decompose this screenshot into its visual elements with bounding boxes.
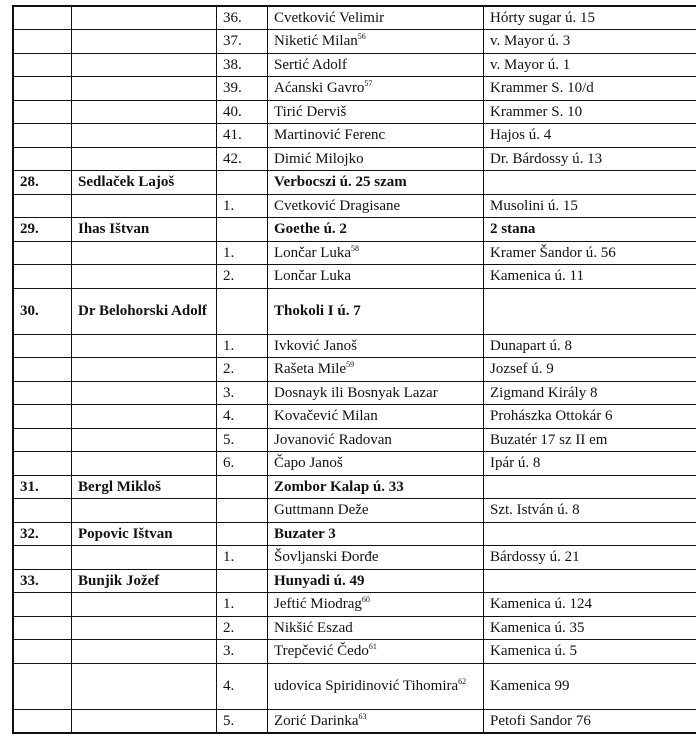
sub-number-cell — [217, 593, 268, 617]
owner-cell — [72, 265, 217, 289]
name-cell-text: Guttmann Deže — [274, 502, 369, 519]
name-cell — [268, 428, 484, 452]
group-header-row — [13, 475, 696, 499]
address-cell — [484, 288, 696, 334]
owner-cell — [72, 124, 217, 148]
name-cell — [268, 100, 484, 124]
name-cell-text: Šovljanski Đorđe — [274, 549, 379, 566]
sub-number-cell-text: 1. — [223, 244, 235, 261]
owner-cell — [72, 194, 217, 218]
sub-number-cell — [217, 218, 268, 242]
address-cell — [484, 381, 696, 405]
sub-number-cell — [217, 77, 268, 101]
owner-cell-text: Bunjik Jožef — [78, 572, 160, 589]
group-number-cell — [13, 265, 72, 289]
group-header-row — [13, 288, 696, 334]
sub-number-cell — [217, 522, 268, 546]
address-cell — [484, 241, 696, 265]
sub-number-cell — [217, 334, 268, 358]
group-number-cell — [13, 499, 72, 523]
sub-number-cell-text: 2. — [223, 619, 235, 636]
name-cell — [268, 288, 484, 334]
owner-cell — [72, 334, 217, 358]
table-row — [13, 405, 696, 429]
address-cell-text: Dr. Bárdossy ú. 13 — [490, 150, 603, 167]
owner-cell — [72, 30, 217, 54]
register-table — [12, 5, 696, 734]
group-header-row — [13, 171, 696, 195]
table-row — [13, 428, 696, 452]
group-number-cell — [13, 428, 72, 452]
name-cell — [268, 569, 484, 593]
group-number-cell — [13, 334, 72, 358]
name-cell — [268, 616, 484, 640]
name-cell-text: udovica Spiridinović Tihomira — [274, 678, 459, 694]
owner-cell — [72, 358, 217, 382]
name-cell — [268, 358, 484, 382]
name-cell — [268, 265, 484, 289]
table-row — [13, 358, 696, 382]
group-number-cell — [13, 241, 72, 265]
group-number-cell — [13, 452, 72, 476]
owner-cell — [72, 475, 217, 499]
owner-cell — [72, 640, 217, 664]
sub-number-cell-text: 1. — [223, 549, 235, 566]
group-number-cell — [13, 30, 72, 54]
table-row — [13, 452, 696, 476]
name-cell — [268, 77, 484, 101]
group-number-cell — [13, 405, 72, 429]
sub-number-cell — [217, 452, 268, 476]
table-row — [13, 147, 696, 171]
sub-number-cell-text: 36. — [223, 10, 242, 26]
address-cell-text: Kamenica 99 — [490, 678, 570, 694]
table-row — [13, 124, 696, 148]
sub-number-cell — [217, 124, 268, 148]
sub-number-cell — [217, 428, 268, 452]
group-number-cell — [13, 147, 72, 171]
name-cell-text: Rašeta Mile — [274, 361, 347, 378]
group-number-cell — [13, 381, 72, 405]
sub-number-cell — [217, 53, 268, 77]
sub-number-cell-text: 6. — [223, 455, 235, 472]
address-cell — [484, 452, 696, 476]
sub-number-cell-text: 4. — [223, 408, 235, 425]
address-cell-text: Ipár ú. 8 — [490, 455, 541, 472]
address-cell-text: Dunapart ú. 8 — [490, 337, 573, 354]
address-cell — [484, 616, 696, 640]
name-cell — [268, 218, 484, 242]
sub-number-cell — [217, 616, 268, 640]
address-cell — [484, 171, 696, 195]
sub-number-cell-text: 42. — [223, 150, 242, 167]
footnote-marker: 57 — [364, 79, 373, 89]
address-cell — [484, 663, 696, 709]
sub-number-cell-text: 4. — [223, 678, 235, 694]
address-cell-text: Kamenica ú. 35 — [490, 619, 585, 636]
group-number-cell — [13, 171, 72, 195]
footnote-marker: 60 — [361, 595, 370, 605]
sub-number-cell-text: 3. — [223, 384, 235, 401]
name-cell — [268, 124, 484, 148]
table-row — [13, 709, 696, 733]
address-cell — [484, 428, 696, 452]
name-cell — [268, 171, 484, 195]
address-cell — [484, 334, 696, 358]
address-cell — [484, 593, 696, 617]
register-table-body — [13, 6, 696, 733]
address-cell-text: Kamenica ú. 5 — [490, 643, 578, 660]
name-cell-text: Zorić Darinka — [274, 712, 359, 729]
owner-cell-text: Popovic Ištvan — [78, 525, 173, 542]
name-cell — [268, 381, 484, 405]
address-cell — [484, 499, 696, 523]
name-cell — [268, 6, 484, 30]
owner-cell-text: Sedlaček Lajoš — [78, 174, 175, 191]
sub-number-cell — [217, 546, 268, 570]
name-cell-text: Verbocszi ú. 25 szam — [274, 174, 407, 191]
sub-number-cell — [217, 30, 268, 54]
address-cell-text: Hórty sugar ú. 15 — [490, 10, 595, 26]
sub-number-cell-text: 1. — [223, 596, 235, 613]
sub-number-cell — [217, 663, 268, 709]
name-cell — [268, 30, 484, 54]
name-cell-text: Jovanović Radovan — [274, 431, 392, 448]
name-cell — [268, 499, 484, 523]
owner-cell — [72, 569, 217, 593]
owner-cell — [72, 663, 217, 709]
group-number-cell-text: 31. — [20, 478, 39, 495]
address-cell-text: Prohászka Ottokár 6 — [490, 408, 613, 425]
group-number-cell — [13, 593, 72, 617]
sub-number-cell — [217, 709, 268, 733]
address-cell-text: Kamenica ú. 11 — [490, 268, 584, 285]
address-cell — [484, 640, 696, 664]
sub-number-cell-text: 40. — [223, 103, 242, 120]
sub-number-cell — [217, 358, 268, 382]
address-cell — [484, 194, 696, 218]
address-cell-text: Petofi Sandor 76 — [490, 712, 591, 729]
sub-number-cell — [217, 6, 268, 30]
owner-cell — [72, 77, 217, 101]
name-cell-text: Buzater 3 — [274, 525, 336, 542]
group-number-cell — [13, 475, 72, 499]
name-cell — [268, 147, 484, 171]
address-cell-text: Kamenica ú. 124 — [490, 596, 593, 613]
owner-cell — [72, 405, 217, 429]
name-cell — [268, 593, 484, 617]
address-cell — [484, 405, 696, 429]
owner-cell — [72, 100, 217, 124]
address-cell — [484, 6, 696, 30]
name-cell-text: Čapo Janoš — [274, 455, 343, 472]
sub-number-cell — [217, 569, 268, 593]
footnote-marker: 56 — [357, 32, 366, 42]
name-cell-text: Kovačević Milan — [274, 408, 378, 425]
address-cell — [484, 475, 696, 499]
address-cell-text: Szt. István ú. 8 — [490, 502, 580, 519]
table-row — [13, 100, 696, 124]
sub-number-cell — [217, 475, 268, 499]
table-row — [13, 616, 696, 640]
group-number-cell — [13, 218, 72, 242]
owner-cell-text: Ihas Ištvan — [78, 221, 150, 238]
name-cell — [268, 663, 484, 709]
name-cell — [268, 640, 484, 664]
group-header-row — [13, 522, 696, 546]
group-number-cell-text: 29. — [20, 221, 39, 238]
name-cell-text: Thokoli I ú. 7 — [274, 303, 361, 319]
owner-cell — [72, 381, 217, 405]
name-cell-text: Trepčević Čedo — [274, 643, 369, 660]
footnote-marker: 61 — [368, 642, 377, 652]
owner-cell — [72, 593, 217, 617]
owner-cell — [72, 6, 217, 30]
address-cell-text: Krammer S. 10 — [490, 103, 583, 120]
group-number-cell — [13, 546, 72, 570]
sub-number-cell — [217, 100, 268, 124]
sub-number-cell — [217, 265, 268, 289]
name-cell — [268, 53, 484, 77]
name-cell — [268, 709, 484, 733]
address-cell — [484, 569, 696, 593]
group-number-cell — [13, 522, 72, 546]
owner-cell — [72, 241, 217, 265]
owner-cell — [72, 546, 217, 570]
name-cell — [268, 241, 484, 265]
address-cell — [484, 358, 696, 382]
group-number-cell-text: 32. — [20, 525, 39, 542]
name-cell-text: Martinović Ferenc — [274, 127, 386, 144]
address-cell — [484, 77, 696, 101]
address-cell-text: v. Mayor ú. 1 — [490, 56, 571, 73]
group-number-cell — [13, 663, 72, 709]
table-row — [13, 30, 696, 54]
owner-cell — [72, 452, 217, 476]
address-cell-text: 2 stana — [490, 221, 536, 238]
name-cell — [268, 194, 484, 218]
address-cell-text: Hajos ú. 4 — [490, 127, 552, 144]
group-number-cell-text: 30. — [20, 303, 39, 319]
address-cell-text: Kramer Šandor ú. 56 — [490, 244, 616, 261]
address-cell-text: v. Mayor ú. 3 — [490, 33, 571, 50]
group-number-cell-text: 33. — [20, 572, 39, 589]
owner-cell-text: Dr Belohorski Adolf — [78, 303, 207, 319]
sub-number-cell-text: 37. — [223, 33, 242, 50]
sub-number-cell-text: 3. — [223, 643, 235, 660]
name-cell-text: Sertić Adolf — [274, 56, 347, 73]
table-row — [13, 6, 696, 30]
name-cell — [268, 475, 484, 499]
table-row — [13, 241, 696, 265]
group-number-cell — [13, 194, 72, 218]
group-number-cell — [13, 53, 72, 77]
table-row — [13, 640, 696, 664]
table-row — [13, 77, 696, 101]
name-cell-text: Cvetković Velimir — [274, 10, 385, 26]
owner-cell — [72, 288, 217, 334]
address-cell — [484, 147, 696, 171]
name-cell-text: Cvetković Dragisane — [274, 197, 401, 214]
table-row — [13, 381, 696, 405]
address-cell — [484, 30, 696, 54]
group-number-cell — [13, 288, 72, 334]
sub-number-cell-text: 2. — [223, 268, 235, 285]
address-cell — [484, 53, 696, 77]
group-number-cell — [13, 100, 72, 124]
sub-number-cell-text: 5. — [223, 431, 235, 448]
table-row — [13, 53, 696, 77]
table-row — [13, 194, 696, 218]
table-row — [13, 593, 696, 617]
address-cell — [484, 124, 696, 148]
name-cell-text: Ivković Janoš — [274, 337, 357, 354]
name-cell-text: Lončar Luka — [274, 244, 352, 261]
name-cell — [268, 405, 484, 429]
sub-number-cell — [217, 241, 268, 265]
address-cell-text: Bárdossy ú. 21 — [490, 549, 580, 566]
owner-cell — [72, 171, 217, 195]
group-number-cell — [13, 616, 72, 640]
footnote-marker: 59 — [346, 360, 355, 370]
group-header-row — [13, 569, 696, 593]
address-cell — [484, 709, 696, 733]
name-cell-text: Tirić Derviš — [274, 103, 347, 120]
address-cell-text: Krammer S. 10/d — [490, 80, 594, 97]
group-number-cell — [13, 77, 72, 101]
sub-number-cell-text: 2. — [223, 361, 235, 378]
sub-number-cell-text: 1. — [223, 197, 235, 214]
address-cell — [484, 218, 696, 242]
group-number-cell — [13, 709, 72, 733]
address-cell-text: Zigmand Király 8 — [490, 384, 598, 401]
address-cell-text: Jozsef ú. 9 — [490, 361, 554, 378]
name-cell-text: Nikšić Eszad — [274, 619, 353, 636]
footnote-marker: 63 — [358, 711, 367, 721]
name-cell-text: Goethe ú. 2 — [274, 221, 347, 238]
owner-cell — [72, 147, 217, 171]
address-cell — [484, 546, 696, 570]
sub-number-cell-text: 1. — [223, 337, 235, 354]
address-cell-text: Buzatér 17 sz II em — [490, 431, 608, 448]
table-row — [13, 499, 696, 523]
table-row — [13, 663, 696, 709]
sub-number-cell-text: 41. — [223, 127, 242, 144]
owner-cell — [72, 428, 217, 452]
sub-number-cell — [217, 171, 268, 195]
name-cell-text: Aćanski Gavro — [274, 80, 365, 97]
name-cell — [268, 334, 484, 358]
address-cell — [484, 265, 696, 289]
sub-number-cell — [217, 147, 268, 171]
owner-cell — [72, 522, 217, 546]
group-number-cell — [13, 124, 72, 148]
footnote-marker: 58 — [351, 243, 360, 253]
address-cell — [484, 522, 696, 546]
sub-number-cell-text: 39. — [223, 80, 242, 97]
name-cell-text: Jeftić Miodrag — [274, 596, 362, 613]
owner-cell — [72, 499, 217, 523]
name-cell-text: Hunyadi ú. 49 — [274, 572, 365, 589]
owner-cell — [72, 53, 217, 77]
sub-number-cell — [217, 381, 268, 405]
group-number-cell — [13, 640, 72, 664]
sub-number-cell-text: 5. — [223, 712, 235, 729]
group-number-cell — [13, 569, 72, 593]
owner-cell — [72, 709, 217, 733]
address-cell-text: Musolini ú. 15 — [490, 197, 578, 214]
group-header-row — [13, 218, 696, 242]
owner-cell — [72, 218, 217, 242]
sub-number-cell — [217, 405, 268, 429]
name-cell-text: Lončar Luka — [274, 268, 352, 285]
table-row — [13, 265, 696, 289]
name-cell — [268, 546, 484, 570]
group-number-cell-text: 28. — [20, 174, 39, 191]
table-row — [13, 334, 696, 358]
sub-number-cell-text: 38. — [223, 56, 242, 73]
sub-number-cell — [217, 499, 268, 523]
name-cell — [268, 522, 484, 546]
address-cell — [484, 100, 696, 124]
sub-number-cell — [217, 288, 268, 334]
name-cell-text: Dosnayk ili Bosnyak Lazar — [274, 384, 438, 401]
name-cell-text: Dimić Milojko — [274, 150, 364, 167]
name-cell-text: Niketić Milan — [274, 33, 358, 50]
name-cell-text: Zombor Kalap ú. 33 — [274, 478, 404, 495]
owner-cell — [72, 616, 217, 640]
owner-cell-text: Bergl Mikloš — [78, 478, 161, 495]
sub-number-cell — [217, 194, 268, 218]
group-number-cell — [13, 358, 72, 382]
sub-number-cell — [217, 640, 268, 664]
name-cell — [268, 452, 484, 476]
group-number-cell — [13, 6, 72, 30]
footnote-marker: 62 — [458, 677, 467, 686]
table-row — [13, 546, 696, 570]
